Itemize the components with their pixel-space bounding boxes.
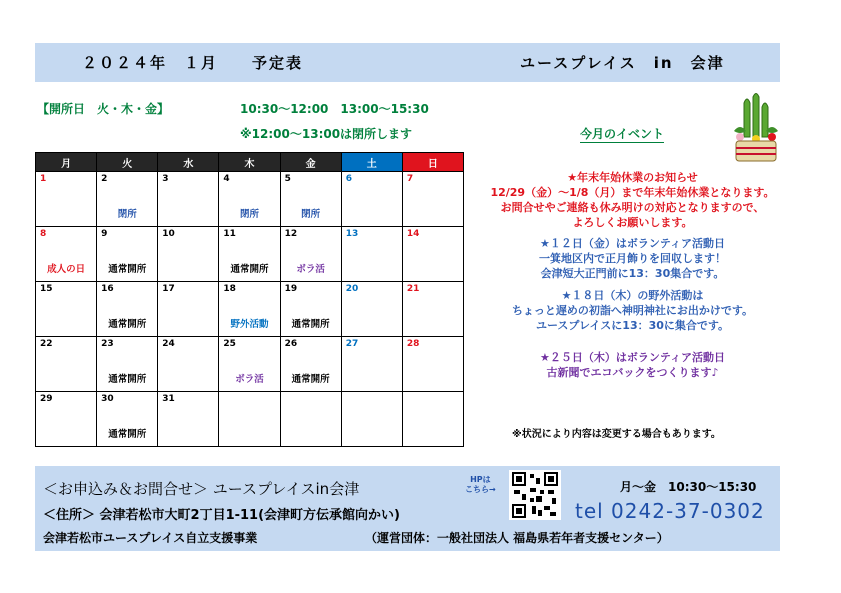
day-note: 通常開所 [108, 319, 147, 330]
calendar-week [36, 282, 464, 337]
calendar-day [97, 172, 158, 227]
day-note: 通常開所 [291, 374, 330, 385]
calendar-day [158, 172, 219, 227]
calendar-day [280, 172, 341, 227]
day-number: 25 [223, 339, 236, 349]
calendar-day [219, 227, 280, 282]
event-new-year-holiday [470, 170, 795, 230]
calendar-day [219, 392, 280, 447]
day-number [223, 394, 275, 406]
calendar-day [402, 337, 463, 392]
day-number: 12 [284, 229, 298, 239]
footer [35, 466, 780, 551]
day-number: 10 [162, 229, 175, 239]
event-outdoor-18 [470, 288, 795, 333]
event-volunteer-12 [470, 236, 795, 281]
day-number: 4 [223, 174, 230, 184]
day-number: 22 [40, 339, 53, 349]
calendar-day [341, 392, 402, 447]
day-number: 26 [284, 339, 298, 349]
calendar-day [341, 172, 402, 227]
event-line: よろしくお願いします。 [572, 216, 693, 229]
day-number: 1 [40, 174, 47, 184]
day-number: 20 [345, 284, 359, 294]
calendar [35, 152, 464, 447]
calendar-day [158, 282, 219, 337]
contact-label: ＜お申込み＆お問合せ＞ ユースプレイスin会津 [43, 480, 360, 498]
calendar-day [36, 172, 97, 227]
calendar-day [402, 392, 463, 447]
calendar-day [402, 227, 463, 282]
day-number: 30 [101, 394, 114, 404]
change-notice: ※状況により内容は変更する場合もあります。 [512, 429, 721, 440]
qr-code-icon[interactable] [509, 470, 561, 520]
calendar-day [36, 337, 97, 392]
operator-name: （運営団体：一般社団法人 福島県若年者支援センター） [365, 531, 669, 545]
calendar-day [219, 337, 280, 392]
event-line: ユースプレイスに13：30に集合です。 [535, 319, 730, 332]
calendar-day [97, 392, 158, 447]
day-number: 11 [223, 229, 236, 239]
day-note: ボラ活 [296, 264, 325, 275]
hp-link-label: HPは こちら→ [465, 475, 496, 494]
day-note: 通常開所 [108, 429, 147, 440]
organization-name: ユースプレイス in 会津 [520, 54, 725, 72]
calendar-day [97, 282, 158, 337]
calendar-week [36, 227, 464, 282]
weekday-header: 土 [341, 153, 402, 172]
event-line: 古新聞でエコバックをつくります♪ [546, 366, 719, 379]
day-number: 28 [406, 339, 420, 349]
event-volunteer-25 [470, 350, 795, 380]
weekday-header: 日 [402, 153, 463, 172]
calendar-day [219, 172, 280, 227]
calendar-week [36, 392, 464, 447]
weekday-header: 月 [36, 153, 97, 172]
calendar-day [97, 337, 158, 392]
calendar-day [158, 337, 219, 392]
calendar-day [341, 337, 402, 392]
day-note: 閉所 [239, 209, 259, 220]
day-number: 27 [345, 339, 359, 349]
event-line: 一箕地区内で正月飾りを回収します！ [539, 252, 726, 265]
day-note: 成人の日 [47, 264, 86, 275]
calendar-day [158, 392, 219, 447]
day-number: 8 [40, 229, 47, 239]
event-line: ★１２日（金）はボランティア活動日 [540, 237, 725, 250]
page-title: ２０２４年 １月 予定表 [82, 54, 304, 72]
calendar-day [158, 227, 219, 282]
day-number: 16 [101, 284, 114, 294]
calendar-day [341, 227, 402, 282]
page-header [35, 43, 780, 82]
day-number: 6 [345, 174, 352, 184]
event-line: ★年末年始休業のお知らせ [567, 171, 698, 184]
day-number [346, 394, 398, 406]
calendar-week [36, 172, 464, 227]
calendar-day [280, 337, 341, 392]
day-note: 通常開所 [108, 374, 147, 385]
day-number: 21 [406, 284, 420, 294]
calendar-day [280, 227, 341, 282]
day-number: 7 [406, 174, 414, 184]
day-number: 13 [345, 229, 359, 239]
day-number: 24 [162, 339, 175, 349]
calendar-day [36, 392, 97, 447]
day-note: 通常開所 [108, 264, 147, 275]
calendar-day [280, 282, 341, 337]
open-days: 【開所日 火・木・金】 [37, 102, 170, 116]
event-line: ★１８日（木）の野外活動は [561, 289, 704, 302]
calendar-day [36, 282, 97, 337]
telephone[interactable]: tel 0242-37-0302 [575, 499, 765, 523]
calendar-day [402, 282, 463, 337]
day-note: 通常開所 [230, 264, 269, 275]
weekday-header: 木 [219, 153, 280, 172]
event-line: お問合せやご連絡も休み明けの対応となりますので、 [500, 201, 765, 214]
weekday-header: 水 [158, 153, 219, 172]
day-note: 通常開所 [291, 319, 330, 330]
event-line: ★２５日（木）はボランティア活動日 [540, 351, 725, 364]
day-number [407, 394, 459, 406]
footer-hours: 月～金 10:30～15:30 [620, 480, 757, 494]
weekday-header: 金 [280, 153, 341, 172]
calendar-week [36, 337, 464, 392]
day-number: 15 [40, 284, 53, 294]
day-number [285, 394, 337, 406]
day-number: 31 [162, 394, 175, 404]
day-number: 29 [40, 394, 53, 404]
calendar-day [219, 282, 280, 337]
day-note: 閉所 [117, 209, 137, 220]
day-number: 19 [284, 284, 298, 294]
day-number: 23 [101, 339, 114, 349]
day-number: 17 [162, 284, 175, 294]
open-hours: 10:30～12:00 13:00～15:30 [240, 102, 429, 116]
calendar-day [341, 282, 402, 337]
day-number: 18 [223, 284, 236, 294]
event-line: 12/29（金）～1/8（月）まで年末年始休業となります。 [490, 186, 775, 199]
calendar-day [36, 227, 97, 282]
day-number: 14 [406, 229, 420, 239]
weekday-header: 火 [97, 153, 158, 172]
kadomatsu-icon [730, 93, 782, 165]
event-line: ちょっと遅めの初詣へ神明神社にお出かけです。 [511, 304, 754, 317]
day-number: 5 [284, 174, 291, 184]
lunch-closure-note: ※12:00～13:00は閉所します [240, 127, 413, 141]
day-number: 2 [101, 174, 108, 184]
day-number: 3 [162, 174, 169, 184]
calendar-day [97, 227, 158, 282]
day-note: ボラ活 [235, 374, 264, 385]
day-note: 野外活動 [230, 319, 269, 330]
day-number: 9 [101, 229, 108, 239]
calendar-day [402, 172, 463, 227]
project-name: 会津若松市ユースプレイス自立支援事業 [43, 531, 258, 545]
address: ＜住所＞ 会津若松市大町2丁目1-11(会津町方伝承館向かい) [43, 508, 400, 523]
calendar-day [280, 392, 341, 447]
events-title: 今月のイベント [580, 127, 665, 141]
day-note: 閉所 [301, 209, 321, 220]
event-line: 会津短大正門前に13：30集合です。 [540, 267, 725, 280]
